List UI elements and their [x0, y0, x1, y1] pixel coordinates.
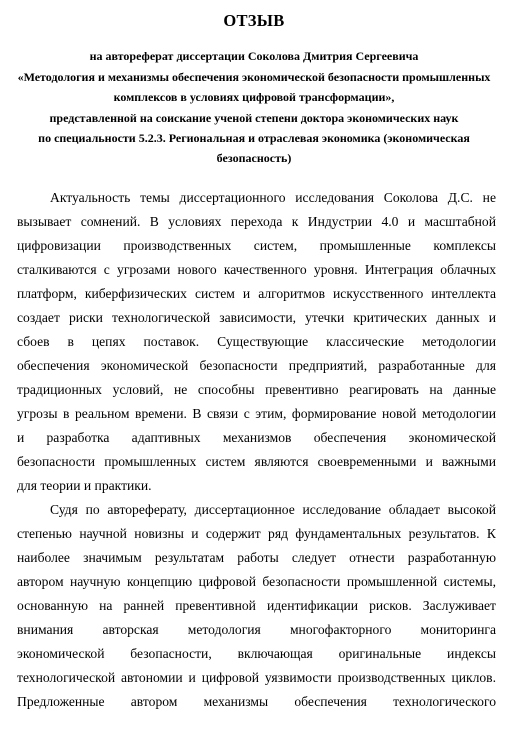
paragraph-line: наиболее значимым результатам работы следует отнести разработанную	[17, 550, 496, 565]
header-line: безопасность)	[216, 151, 292, 165]
paragraph-line: для теории и практики.	[17, 478, 152, 493]
paragraph-line: внимания авторская методология многофакторного мониторинга	[17, 622, 496, 637]
paragraph-line: экономической безопасности, включающая оригинальные индексы	[17, 646, 496, 661]
paragraph-line: традиционных условий, не способны превентивно реагировать на данные	[17, 382, 496, 397]
paragraph-line: Судя по автореферату, диссертационное исследование обладает высокой	[50, 502, 496, 517]
header-line: «Методология и механизмы обеспечения экономической безопасности промышленных	[17, 70, 491, 84]
paragraph-line: сталкиваются с угрозами нового качественного уровня. Интеграция облачных	[17, 262, 496, 277]
paragraph-line: безопасности промышленных систем являются своевременными и важными	[17, 454, 496, 469]
paragraph-line: обеспечения экономической безопасности предприятий, разработанные для	[17, 358, 496, 373]
paragraph-line: вызывает сомнений. В условиях перехода к Индустрии 4.0 и масштабной	[17, 214, 496, 229]
header-line: представленной на соискание ученой степени доктора экономических наук	[49, 111, 459, 125]
paragraph-line: Предложенные автором механизмы обеспечения технологического	[17, 694, 496, 709]
paragraph-line: цифровизации производственных систем, промышленные комплексы	[17, 238, 496, 253]
document-title: ОТЗЫВ	[223, 11, 285, 30]
paragraph-line: основанную на ранней превентивной идентификации рисков. Заслуживает	[17, 598, 496, 613]
header-line: комплексов в условиях цифровой трансформации»,	[113, 90, 395, 104]
paragraph-line: угрозы в реальном времени. В связи с этим, формирование новой методологии	[17, 406, 496, 421]
paragraph-line: технологической автономии и цифровой уязвимости производственных циклов.	[17, 670, 496, 685]
paragraph-line: платформ, киберфизических систем и алгоритмов искусственного интеллекта	[17, 286, 496, 301]
paragraph-line: сбоев в цепях поставок. Существующие классические методологии	[17, 334, 496, 349]
paragraph-line: и разработка адаптивных механизмов обеспечения экономической	[17, 430, 496, 445]
header-line: по специальности 5.2.3. Региональная и отраслевая экономика (экономическая	[38, 131, 470, 145]
paragraph-line: создает риски технологической зависимости, утечки критических данных и	[17, 310, 496, 325]
paragraph-line: степенью научной новизны и содержит ряд фундаментальных результатов. К	[17, 526, 496, 541]
header-line: на автореферат диссертации Соколова Дмитрия Сергеевича	[89, 49, 419, 63]
paragraph-line: автором научную концепцию цифровой безопасности промышленной системы,	[17, 574, 496, 589]
paragraph-line: Актуальность темы диссертационного исследования Соколова Д.С. не	[50, 190, 496, 205]
